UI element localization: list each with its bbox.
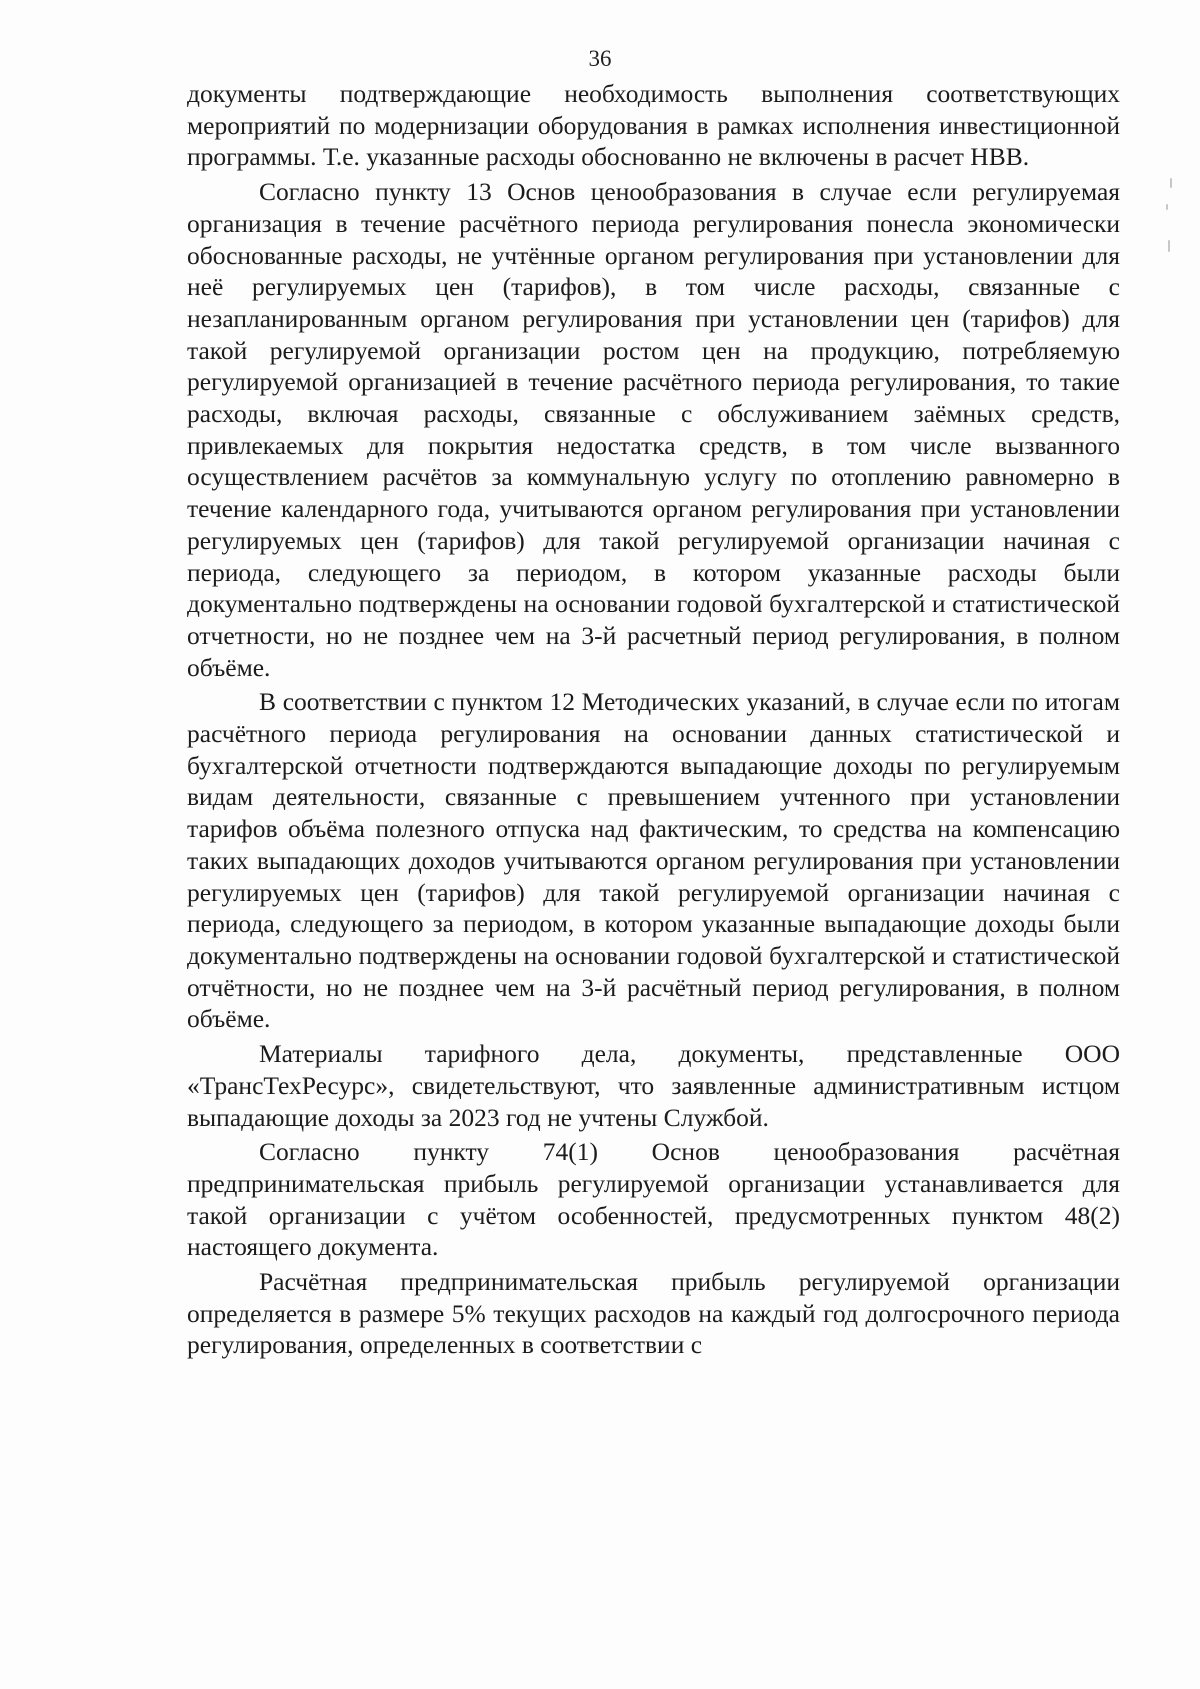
paragraph-tariff-materials: Материалы тарифного дела, документы, представленные ООО «ТрансТехРесурс», свидетельствуют, что заявленные административным истцом выпадающие доходы за 2023 год не учтены Службой. <box>187 1039 1120 1132</box>
paragraph-point-12-guidelines: В соответствии с пунктом 12 Методических указаний, в случае если по итогам расчётного периода регулирования на основании данных статистической и бухгалтерской отчетности подтверждаются выпадающие доходы по регулируемым видам деятельности, связанные с превышением учтенного при установлении тарифов объёма полезного отпуска над фактическим, то средства на компенсацию таких выпадающих доходов учитываются органом регулирования при установлении регулируемых цен (тарифов) для такой регулируемой организации начиная с периода, следующего за периодом, в котором указанные выпадающие доходы были документально подтверждены на основании годовой бухгалтерской и статистической отчётности, но не позднее чем на 3-й расчётный период регулирования, в полном объёме. <box>187 687 1120 1034</box>
scan-artifact <box>1170 178 1172 188</box>
scan-artifact <box>1166 204 1168 210</box>
document-body <box>187 78 1120 1364</box>
page-number: 36 <box>588 46 612 71</box>
paragraph-point-13: Согласно пункту 13 Основ ценообразования в случае если регулируемая организация в течение расчётного периода регулирования понесла экономически обоснованные расходы, не учтённые органом регулирования при установлении для неё регулируемых цен (тарифов), в том числе расходы, связанные с незапланированным органом регулирования при установлении цен (тарифов) для такой регулируемой организации ростом цен на продукцию, потребляемую регулируемой организацией в течение расчётного периода регулирования, то такие расходы, включая расходы, связанные с обслуживанием заёмных средств, привлекаемых для покрытия недостатка средств, в том числе вызванного осуществлением расчётов за коммунальную услугу по отоплению равномерно в течение календарного года, учитываются органом регулирования при установлении регулируемых цен (тарифов) для такой регулируемой организации начиная с периода, следующего за периодом, в котором указанные расходы были документально подтверждены на основании годовой бухгалтерской и статистической отчетности, но не позднее чем на 3-й расчетный период регулирования, в полном объёме. <box>187 177 1120 682</box>
paragraph-profit: Расчётная предпринимательская прибыль регулируемой организации определяется в размере 5% текущих расходов на каждый год долгосрочного периода регулирования, определенных в соответствии с <box>187 1267 1120 1360</box>
paragraph-point-74: Согласно пункту 74(1) Основ ценообразования расчётная предпринимательская прибыль регулируемой организации устанавливается для такой организации с учётом особенностей, предусмотренных пунктом 48(2) настоящего документа. <box>187 1137 1120 1262</box>
paragraph-continuation: документы подтверждающие необходимость выполнения соответствующих мероприятий по модернизации оборудования в рамках исполнения инвестиционной программы. Т.е. указанные расходы обоснованно не включены в расчет НВВ. <box>187 79 1120 172</box>
scan-artifact <box>1168 240 1170 252</box>
